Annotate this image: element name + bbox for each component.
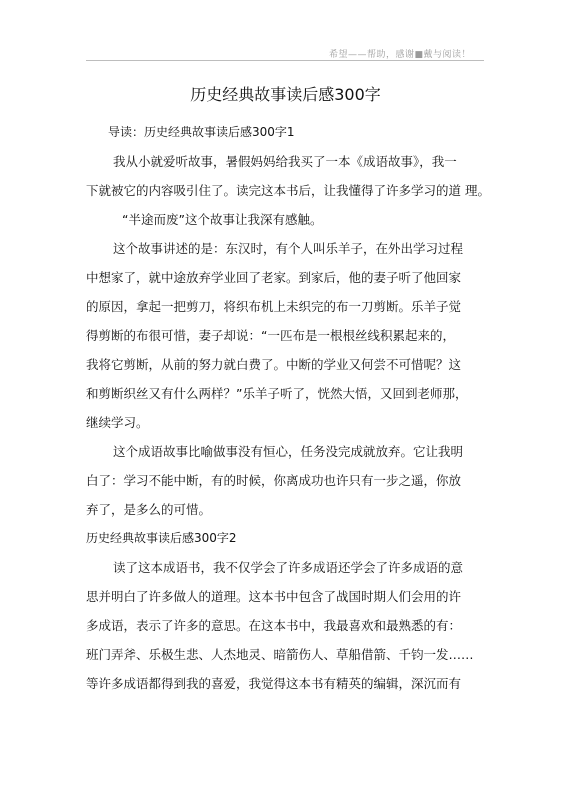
text-line: 下就被它的内容吸引住了。读完这本书后，让我懂得了许多学习的道 理。 [86, 183, 490, 198]
text-line: 白了：学习不能中断，有的时候，你离成功也许只有一步之遥，你放 [86, 473, 462, 488]
text-line: 得剪断的布很可惜，妻子却说：“一匹布是一根根丝线积累起来的， [86, 328, 455, 343]
page-title: 历史经典故事读后感300字 [190, 85, 381, 104]
text-line: 中想家了，就中途放弃学业回了老家。到家后，他的妻子听了他回家 [86, 270, 462, 285]
text-line: 班门弄斧、乐极生悲、人杰地灵、暗箭伤人、草船借箭、千钧一发…… [86, 647, 474, 662]
text-line: 的原因，拿起一把剪刀，将织布机上未织完的布一刀剪断。乐羊子觉 [86, 299, 462, 314]
text-line: 等许多成语都得到我的喜爱，我觉得这本书有精英的编辑，深沉而有 [86, 676, 462, 691]
text-line: 思并明白了许多做人的道理。这本书中包含了战国时期人们会用的许 [86, 589, 462, 604]
header-note: 希望——帮助，感谢■戴与阅读！ [328, 50, 471, 60]
text-line: 弃了，是多么的可惜。 [86, 502, 212, 517]
text-line: 我从小就爱听故事，暑假妈妈给我买了一本《成语故事》，我一 [113, 154, 457, 169]
text-line: 多成语，表示了许多的意思。在这本书中，我最喜欢和最熟悉的有： [86, 618, 462, 633]
text-line: 这个成语故事比喻做事没有恒心，任务没完成就放弃。它让我明 [113, 444, 464, 459]
text-line: 这个故事讲述的是：东汉时，有个人叫乐羊子，在外出学习过程 [113, 241, 464, 256]
section-heading: 历史经典故事读后感300字2 [86, 531, 237, 545]
header-divider [86, 60, 484, 61]
text-line: 读了这本成语书，我不仅学会了许多成语还学会了许多成语的意 [113, 560, 464, 575]
text-line: 继续学习。 [86, 415, 149, 430]
text-line: 我将它剪断，从前的努力就白费了。中断的学业又何尝不可惜呢？这 [86, 357, 462, 372]
text-line: “半途而废”这个故事让我深有感触。 [122, 212, 323, 227]
document-body [86, 118, 490, 698]
section-heading: 导读：历史经典故事读后感300字1 [108, 125, 295, 139]
text-line: 和剪断织丝又有什么两样？”乐羊子听了，恍然大悟，又回到老师那， [86, 386, 468, 401]
